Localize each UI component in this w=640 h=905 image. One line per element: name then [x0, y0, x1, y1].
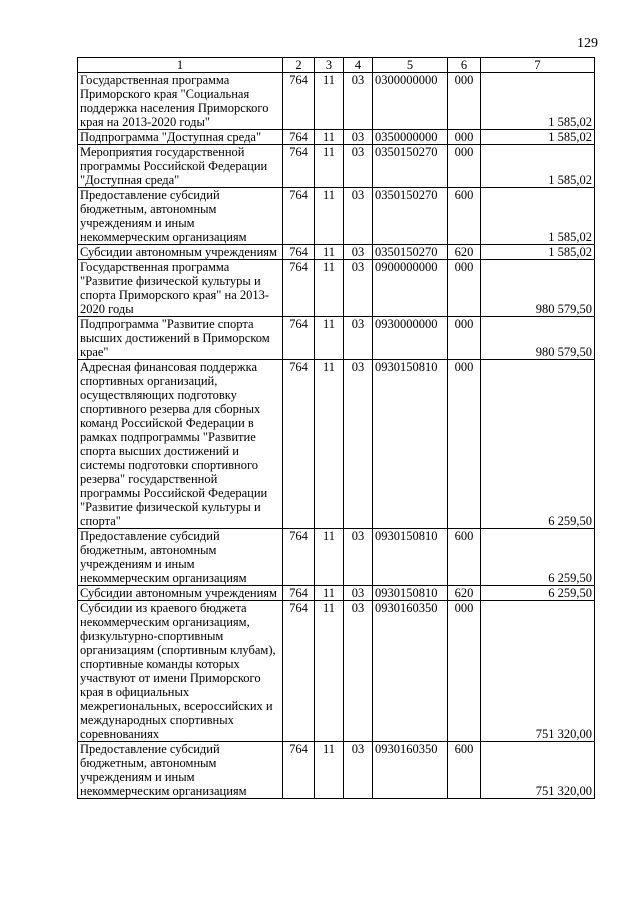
row-name-cell: Субсидии автономным учреждениям: [78, 245, 283, 260]
row-code-cell: 764: [283, 245, 315, 260]
row-code-cell: 764: [283, 360, 315, 529]
row-code-cell: 03: [344, 360, 373, 529]
row-code-cell: 03: [344, 188, 373, 245]
row-code-cell: 764: [283, 260, 315, 317]
row-amount-cell: 6 259,50: [481, 586, 595, 601]
row-amount-cell: 1 585,02: [481, 73, 595, 130]
row-code-cell: 000: [448, 130, 481, 145]
row-code-cell: 620: [448, 586, 481, 601]
row-code-cell: 11: [315, 260, 344, 317]
row-amount-cell: 980 579,50: [481, 260, 595, 317]
row-code-cell: 03: [344, 601, 373, 742]
row-code-cell: 000: [448, 601, 481, 742]
row-amount-cell: 1 585,02: [481, 245, 595, 260]
row-code-cell: 11: [315, 586, 344, 601]
row-code-cell: 0350150270: [373, 188, 448, 245]
table-row: [78, 317, 595, 360]
row-name-cell: Субсидии автономным учреждениям: [78, 586, 283, 601]
row-name-cell: Субсидии из краевого бюджета некоммерческим организациям, физкультурно-спортивным организациям (спортивным клубам), спортивные команды которых участвуют от имени Приморского края в официальных межрегиональных, всероссийских и международных спортивных соревнованиях: [78, 601, 283, 742]
row-name-cell: Государственная программа "Развитие физической культуры и спорта Приморского края" на 2013-2020 годы: [78, 260, 283, 317]
row-code-cell: 0350150270: [373, 145, 448, 188]
row-code-cell: 11: [315, 360, 344, 529]
row-code-cell: 03: [344, 586, 373, 601]
row-code-cell: 03: [344, 742, 373, 799]
table-row: [78, 601, 595, 742]
row-code-cell: 764: [283, 317, 315, 360]
row-code-cell: 03: [344, 260, 373, 317]
row-code-cell: 03: [344, 317, 373, 360]
row-code-cell: 764: [283, 586, 315, 601]
row-code-cell: 0350000000: [373, 130, 448, 145]
row-code-cell: 764: [283, 130, 315, 145]
header-cell: 4: [344, 58, 373, 73]
row-code-cell: 764: [283, 145, 315, 188]
row-code-cell: 0930160350: [373, 601, 448, 742]
table-row: [78, 245, 595, 260]
row-code-cell: 11: [315, 601, 344, 742]
row-code-cell: 11: [315, 188, 344, 245]
row-code-cell: 0930000000: [373, 317, 448, 360]
row-code-cell: 620: [448, 245, 481, 260]
table-row: [78, 130, 595, 145]
header-cell: 2: [283, 58, 315, 73]
row-name-cell: Предоставление субсидий бюджетным, автономным учреждениям и иным некоммерческим организациям: [78, 188, 283, 245]
header-cell: 7: [481, 58, 595, 73]
row-code-cell: 11: [315, 317, 344, 360]
row-code-cell: 0300000000: [373, 73, 448, 130]
table-header-row: [78, 58, 595, 73]
row-code-cell: 11: [315, 529, 344, 586]
table-row: [78, 742, 595, 799]
row-amount-cell: 6 259,50: [481, 529, 595, 586]
row-code-cell: 764: [283, 73, 315, 130]
table-row: [78, 73, 595, 130]
row-code-cell: 764: [283, 601, 315, 742]
row-amount-cell: 980 579,50: [481, 317, 595, 360]
table-row: [78, 188, 595, 245]
row-name-cell: Подпрограмма "Развитие спорта высших достижений в Приморском крае": [78, 317, 283, 360]
table-row: [78, 260, 595, 317]
row-code-cell: 0930160350: [373, 742, 448, 799]
row-code-cell: 03: [344, 245, 373, 260]
row-amount-cell: 751 320,00: [481, 742, 595, 799]
budget-table: [77, 57, 595, 799]
row-code-cell: 764: [283, 742, 315, 799]
row-code-cell: 11: [315, 742, 344, 799]
row-code-cell: 03: [344, 529, 373, 586]
row-name-cell: Государственная программа Приморского края "Социальная поддержка населения Приморского края на 2013-2020 годы": [78, 73, 283, 130]
row-code-cell: 03: [344, 145, 373, 188]
row-amount-cell: 1 585,02: [481, 130, 595, 145]
row-code-cell: 11: [315, 145, 344, 188]
row-code-cell: 000: [448, 73, 481, 130]
row-code-cell: 000: [448, 360, 481, 529]
row-code-cell: 000: [448, 145, 481, 188]
row-code-cell: 11: [315, 73, 344, 130]
row-code-cell: 600: [448, 742, 481, 799]
table-row: [78, 529, 595, 586]
header-cell: 1: [78, 58, 283, 73]
header-cell: 6: [448, 58, 481, 73]
row-code-cell: 11: [315, 130, 344, 145]
header-cell: 3: [315, 58, 344, 73]
row-name-cell: Мероприятия государственной программы Российской Федерации "Доступная среда": [78, 145, 283, 188]
header-cell: 5: [373, 58, 448, 73]
row-amount-cell: 751 320,00: [481, 601, 595, 742]
row-code-cell: 0930150810: [373, 360, 448, 529]
row-code-cell: 764: [283, 188, 315, 245]
row-code-cell: 0930150810: [373, 586, 448, 601]
row-code-cell: 600: [448, 188, 481, 245]
row-amount-cell: 1 585,02: [481, 145, 595, 188]
row-code-cell: 03: [344, 73, 373, 130]
row-amount-cell: 1 585,02: [481, 188, 595, 245]
row-name-cell: Подпрограмма "Доступная среда": [78, 130, 283, 145]
table-row: [78, 145, 595, 188]
table-row: [78, 586, 595, 601]
page-number: 129: [577, 36, 598, 51]
table-row: [78, 360, 595, 529]
row-name-cell: Адресная финансовая поддержка спортивных организаций, осуществляющих подготовку спортивного резерва для сборных команд Российской Федерации в рамках подпрограммы "Развитие спорта высших достижений и системы подготовки спортивного резерва" государственной программы Российской Федерации "Развитие физической культуры и спорта": [78, 360, 283, 529]
row-name-cell: Предоставление субсидий бюджетным, автономным учреждениям и иным некоммерческим организациям: [78, 742, 283, 799]
row-code-cell: 000: [448, 317, 481, 360]
row-code-cell: 0930150810: [373, 529, 448, 586]
row-code-cell: 764: [283, 529, 315, 586]
row-name-cell: Предоставление субсидий бюджетным, автономным учреждениям и иным некоммерческим организациям: [78, 529, 283, 586]
row-code-cell: 11: [315, 245, 344, 260]
row-code-cell: 000: [448, 260, 481, 317]
row-amount-cell: 6 259,50: [481, 360, 595, 529]
row-code-cell: 0900000000: [373, 260, 448, 317]
row-code-cell: 600: [448, 529, 481, 586]
row-code-cell: 0350150270: [373, 245, 448, 260]
row-code-cell: 03: [344, 130, 373, 145]
